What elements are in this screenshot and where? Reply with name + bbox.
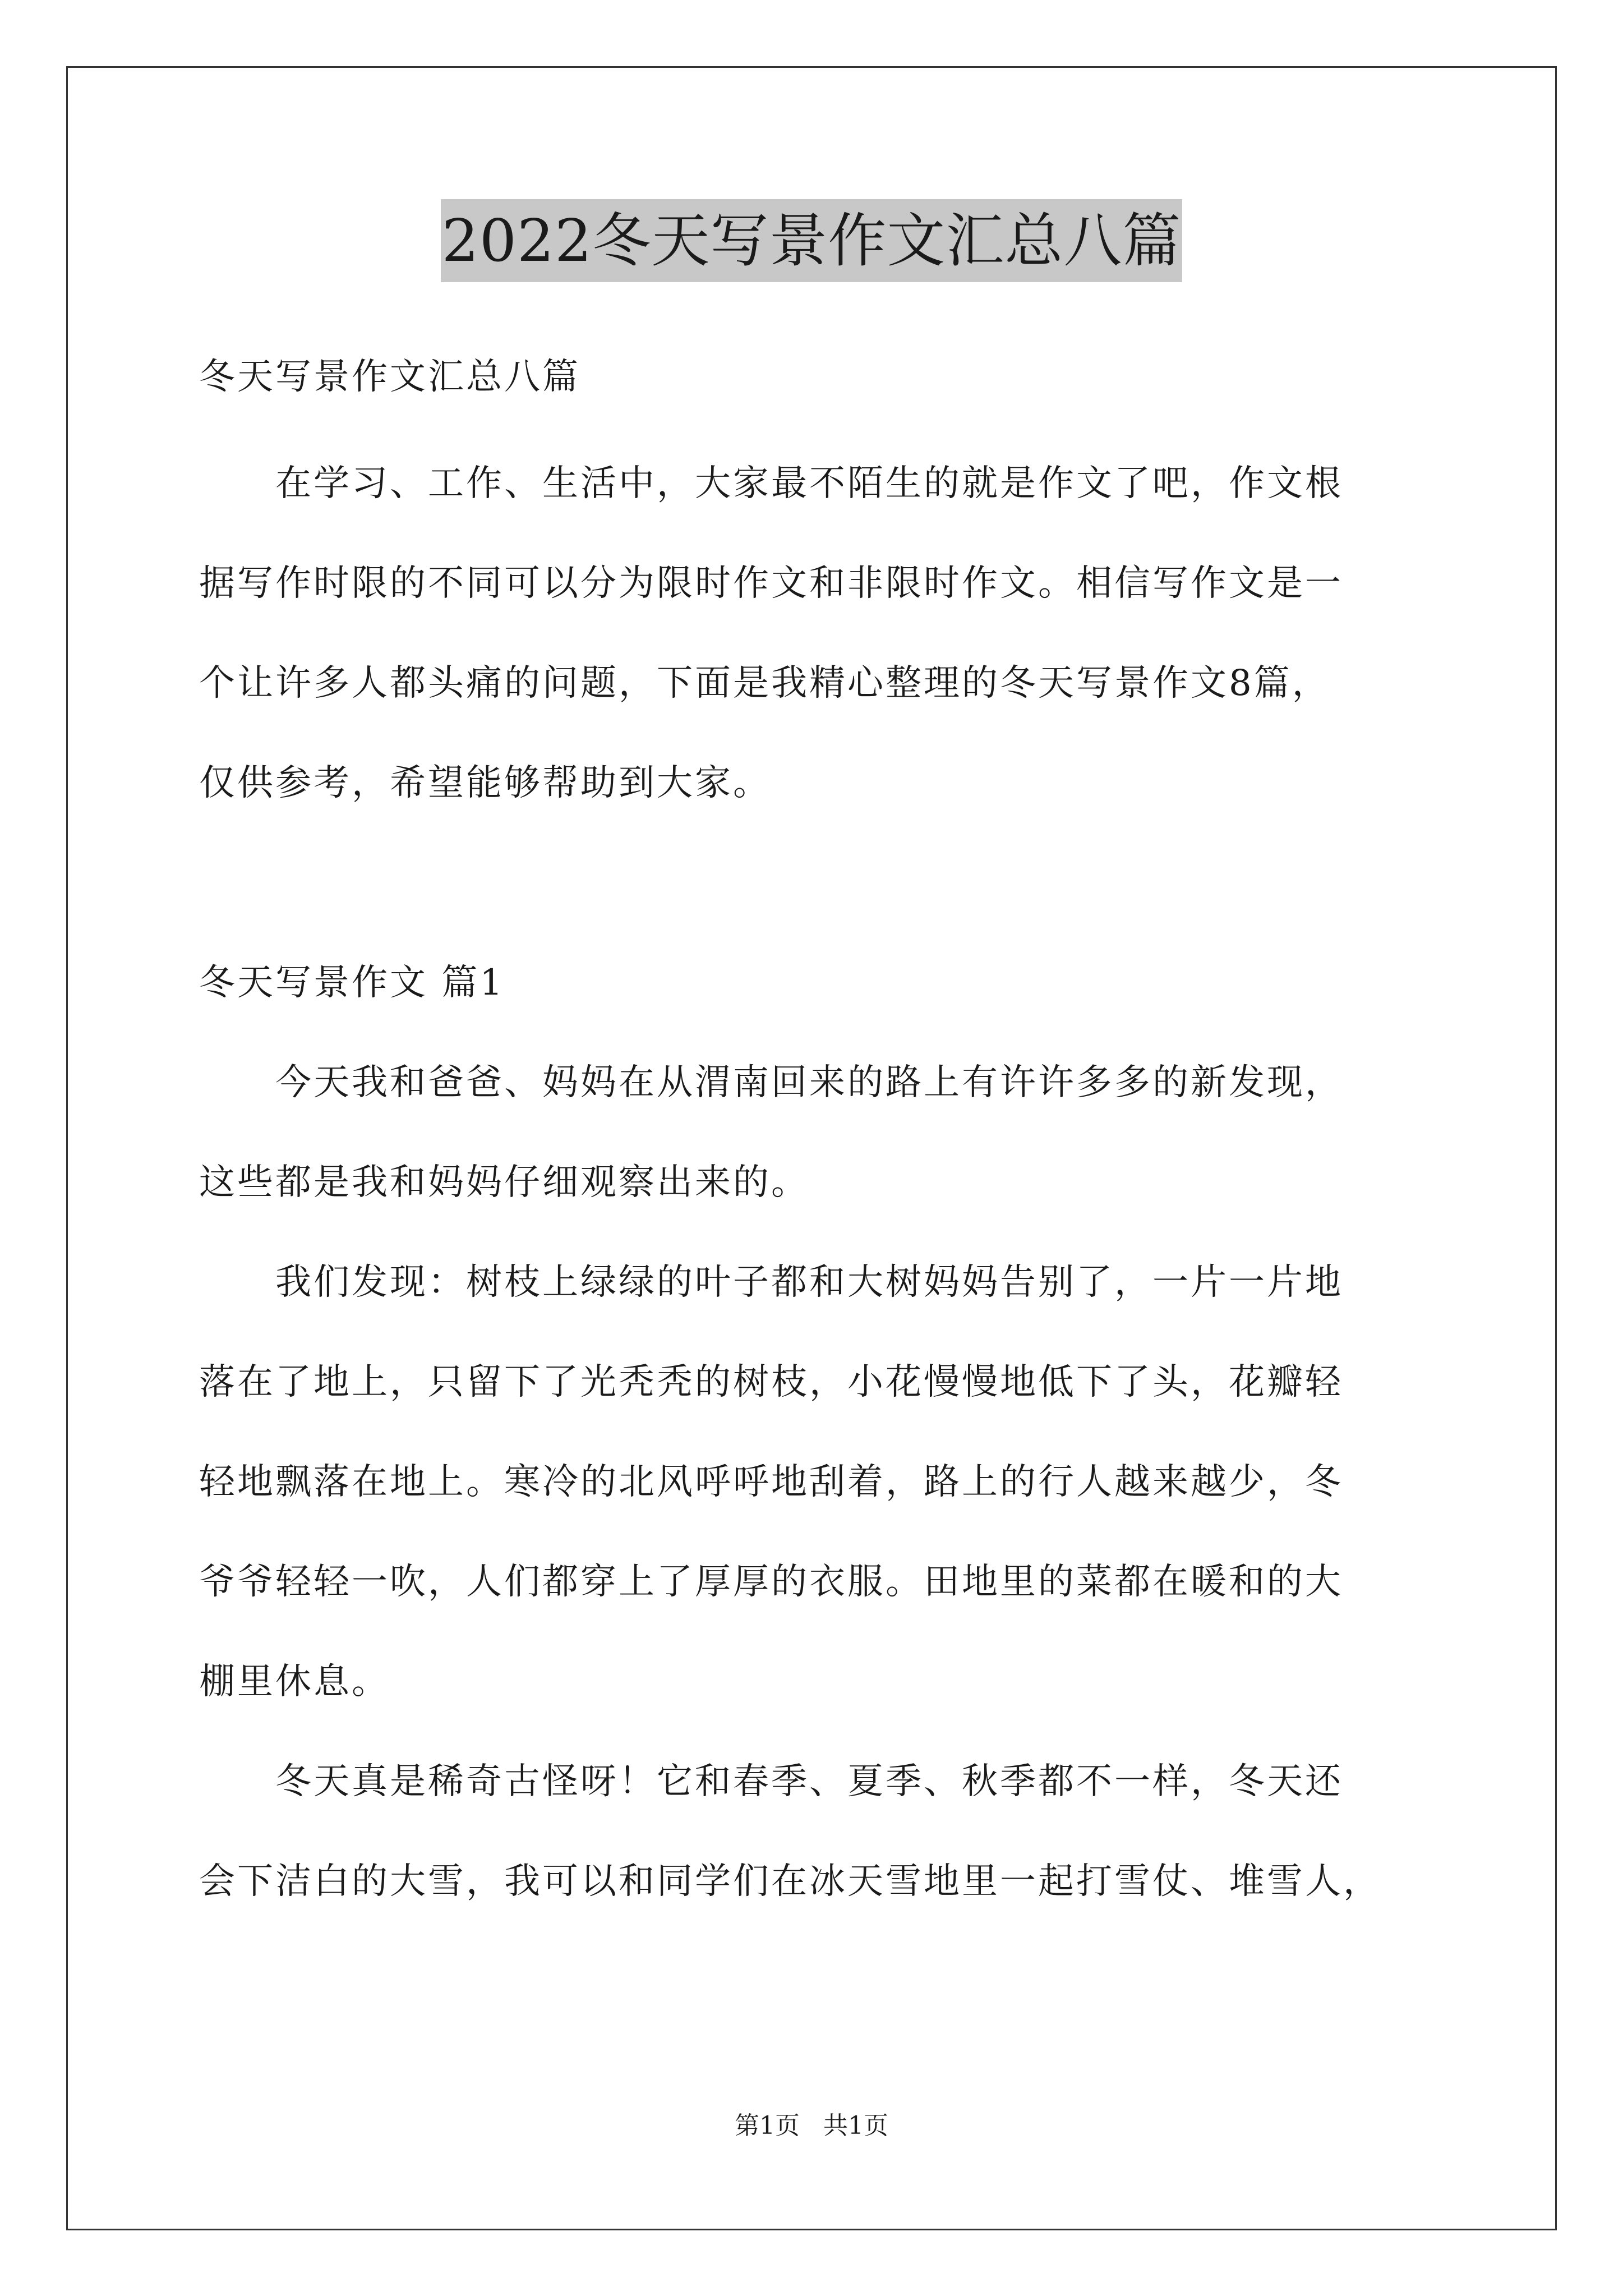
paragraph-line: 个让许多人都头痛的问题，下面是我精心整理的冬天写景作文8篇， <box>199 662 1330 704</box>
paragraph-line: 据写作时限的不同可以分为限时作文和非限时作文。相信写作文是一 <box>199 563 1343 604</box>
paragraph-line: 仅供参考，希望能够帮助到大家。 <box>199 762 771 804</box>
page-footer <box>0 2109 1623 2143</box>
paragraph-line: 冬天真是稀奇古怪呀！它和春季、夏季、秋季都不一样，冬天还 <box>199 1761 1343 1802</box>
paragraph-line: 我们发现：树枝上绿绿的叶子都和大树妈妈告别了，一片一片地 <box>199 1262 1343 1303</box>
page-number: 第1页 <box>735 2111 800 2140</box>
paragraph-line: 落在了地上，只留下了光秃秃的树枝，小花慢慢地低下了头，花瓣轻 <box>199 1361 1343 1403</box>
paragraph-line: 爷爷轻轻一吹，人们都穿上了厚厚的衣服。田地里的菜都在暖和的大 <box>199 1561 1343 1603</box>
document-title: 2022冬天写景作文汇总八篇 <box>441 199 1183 282</box>
paragraph-line: 棚里休息。 <box>199 1661 390 1703</box>
paragraph-line: 今天我和爸爸、妈妈在从渭南回来的路上有许许多多的新发现， <box>199 1062 1343 1103</box>
paragraph-line: 会下洁白的大雪，我可以和同学们在冰天雪地里一起打雪仗、堆雪人， <box>199 1861 1381 1902</box>
section-heading: 冬天写景作文 篇1 <box>199 962 505 1004</box>
paragraph-line: 这些都是我和妈妈仔细观察出来的。 <box>199 1162 809 1203</box>
paragraph-line: 在学习、工作、生活中，大家最不陌生的就是作文了吧，作文根 <box>199 463 1343 504</box>
intro-heading: 冬天写景作文汇总八篇 <box>199 356 580 398</box>
page-total: 共1页 <box>823 2111 888 2140</box>
title-container <box>0 199 1623 282</box>
paragraph-line: 轻地飘落在地上。寒冷的北风呼呼地刮着，路上的行人越来越少，冬 <box>199 1461 1343 1503</box>
